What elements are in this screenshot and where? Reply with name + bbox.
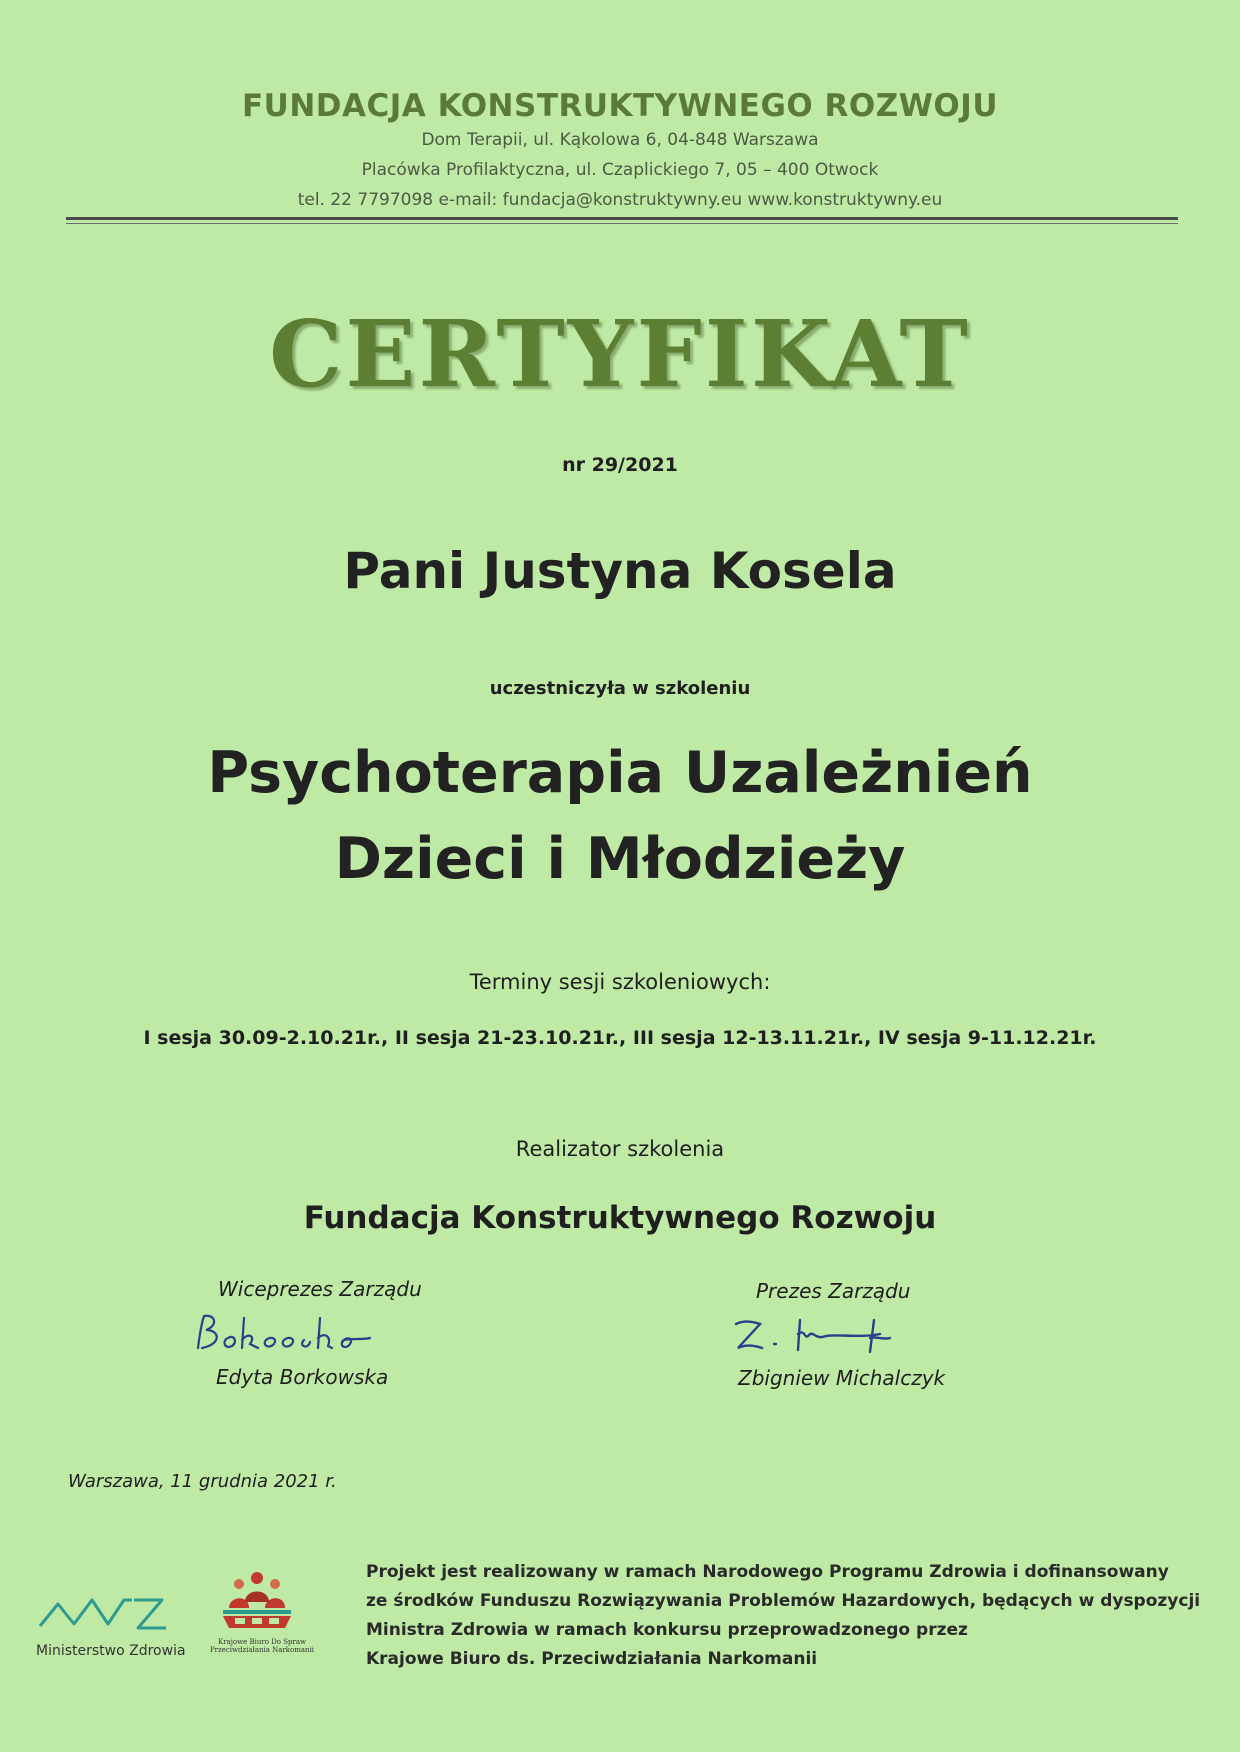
header-divider-thin	[66, 223, 1178, 224]
course-title-line-1: Psychoterapia Uzależnień	[207, 740, 1033, 806]
vice-president-name: Edyta Borkowska	[216, 1365, 389, 1389]
funding-line: Krajowe Biuro ds. Przeciwdziałania Narkomanii	[366, 1649, 818, 1669]
vice-president-role: Wiceprezes Zarządu	[218, 1277, 422, 1301]
national-bureau-logo	[215, 1568, 299, 1634]
course-title-line-2: Dzieci i Młodzieży	[334, 826, 906, 892]
address-line-2: Placówka Profilaktyczna, ul. Czaplickiego 7, 05 – 400 Otwock	[361, 160, 879, 180]
certificate-number: nr 29/2021	[562, 454, 678, 476]
president-signature	[730, 1314, 910, 1358]
funding-line: Ministra Zdrowia w ramach konkursu przeprowadzonego przez	[366, 1620, 968, 1640]
org-name: FUNDACJA KONSTRUKTYWNEGO ROZWOJU	[241, 88, 998, 124]
ministry-logo-label: Ministerstwo Zdrowia	[36, 1643, 186, 1659]
funding-line: Projekt jest realizowany w ramach Narodowego Programu Zdrowia i dofinansowany	[366, 1562, 1169, 1582]
vice-president-signature	[192, 1310, 392, 1358]
bureau-logo-label: Krajowe Biuro Do Spraw Przeciwdziałania Narkomanii	[209, 1638, 315, 1654]
participated-text: uczestniczyła w szkoleniu	[489, 678, 751, 699]
certificate-title: CERTYFIKAT	[269, 300, 971, 408]
president-role: Prezes Zarządu	[756, 1279, 911, 1303]
president-name: Zbigniew Michalczyk	[738, 1366, 946, 1390]
address-line-1: Dom Terapii, ul. Kąkolowa 6, 04-848 Warszawa	[421, 130, 819, 150]
header-divider	[66, 217, 1178, 220]
contact-line: tel. 22 7797098 e-mail: fundacja@konstruktywny.eu www.konstruktywny.eu	[297, 190, 943, 210]
organizer-heading: Realizator szkolenia	[515, 1137, 725, 1161]
funding-statement	[366, 1558, 1216, 1674]
ministry-of-health-logo	[38, 1590, 170, 1636]
sessions-heading: Terminy sesji szkoleniowych:	[469, 970, 771, 994]
funding-line: ze środków Funduszu Rozwiązywania Problemów Hazardowych, będących w dyspozycji	[366, 1591, 1201, 1611]
recipient-name: Pani Justyna Kosela	[343, 542, 897, 600]
organizer-name: Fundacja Konstruktywnego Rozwoju	[303, 1200, 937, 1236]
place-date: Warszawa, 11 grudnia 2021 r.	[68, 1471, 337, 1492]
sessions-dates: I sesja 30.09-2.10.21r., II sesja 21-23.10.21r., III sesja 12-13.11.21r., IV sesja 9-11.12.21r.	[143, 1027, 1097, 1049]
